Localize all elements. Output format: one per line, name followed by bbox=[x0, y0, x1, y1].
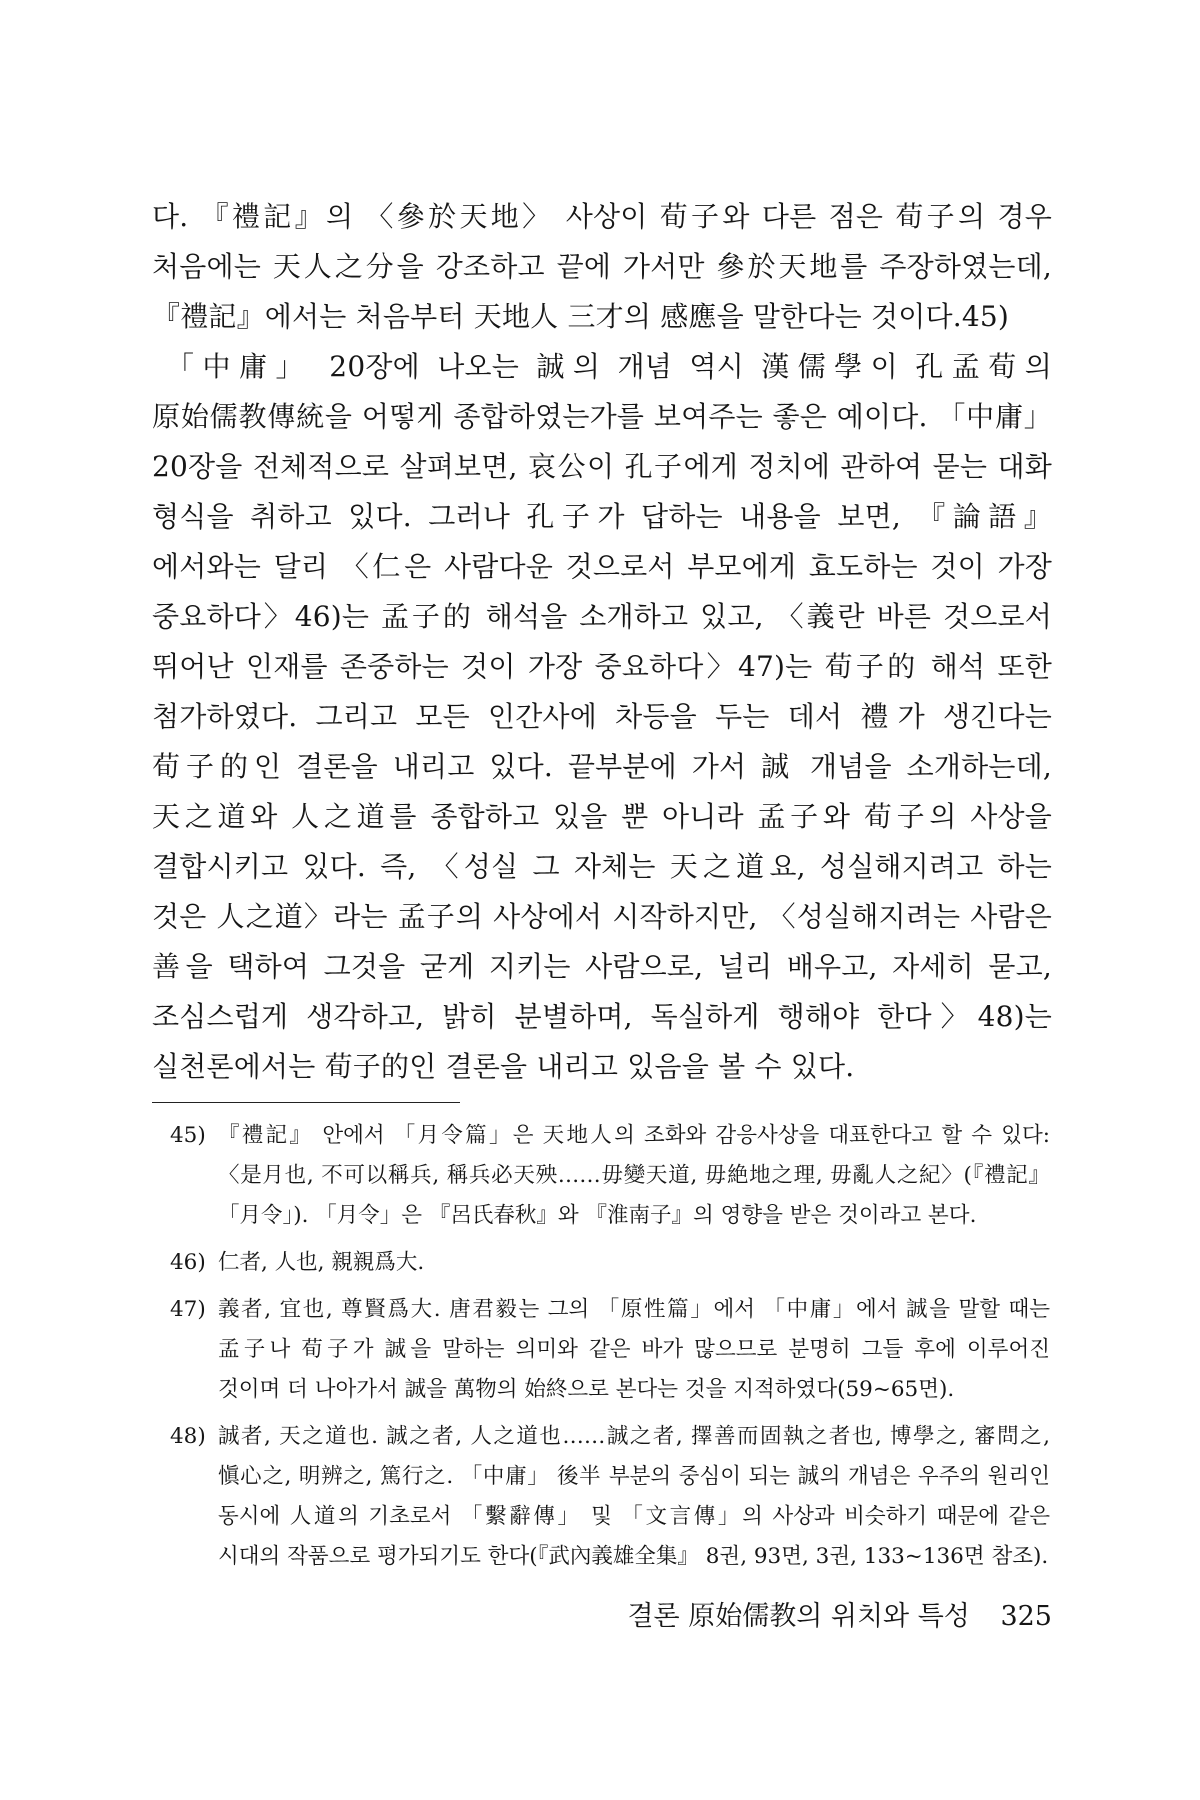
footnote-text: 義者, 宜也, 尊賢爲大. 唐君毅는 그의 「原性篇」에서 「中庸」에서 誠을 말할 때는 孟子나 荀子가 誠을 말하는 의미와 같은 바가 많으므로 분명히 그들 후에 이루어진 것이며 더 나아가서 誠을 萬物의 始終으로 본다는 것을 지적하였다(59~65면). bbox=[218, 1297, 1050, 1402]
body-paragraph-continuation: 다. 『禮記』의 〈參於天地〉 사상이 荀子와 다른 점은 荀子의 경우 처음에는 天人之分을 강조하고 끝에 가서만 參於天地를 주장하였는데, 『禮記』에서는 처음부터 天地人 三才의 感應을 말한다는 것이다.45) bbox=[152, 200, 1052, 333]
footnote-text: 誠者, 天之道也. 誠之者, 人之道也……誠之者, 擇善而固執之者也, 博學之, 審問之, 愼心之, 明辨之, 篤行之. 「中庸」 後半 부분의 중심이 되는 誠의 개념은 우주의 원리인 동시에 人道의 기초로서 「繫辭傳」 및 「文言傳」의 사상과 비슷하기 때문에 같은 시대의 작품으로 평가되기도 한다(『武內義雄全集』 8권, 93면, 3권, 133~136면 참조). bbox=[218, 1424, 1050, 1569]
body-paragraph: 「中庸」 20장에 나오는 誠의 개념 역시 漢儒學이 孔孟荀의 原始儒教傳統을 어떻게 종합하였는가를 보여주는 좋은 예이다. 「中庸」 20장을 전체적으로 살펴보면, 哀公이 孔子에게 정치에 관하여 묻는 대화 형식을 취하고 있다. 그러나 孔子가 답하는 내용을 보면, 『論語』에서와는 달리 〈仁은 사람다운 것으로서 부모에게 효도하는 것이 가장 중요하다〉46)는 孟子的 해석을 소개하고 있고, 〈義란 바른 것으로서 뛰어난 인재를 존중하는 것이 가장 중요하다〉47)는 荀子的 해석 또한 첨가하였다. 그리고 모든 인간사에 차등을 두는 데서 禮가 생긴다는 荀子的인 결론을 내리고 있다. 끝부분에 가서 誠 개념을 소개하는데, 天之道와 人之道를 종합하고 있을 뿐 아니라 孟子와 荀子의 사상을 결합시키고 있다. 즉, 〈성실 그 자체는 天之道요, 성실해지려고 하는 것은 人之道〉라는 孟子의 사상에서 시작하지만, 〈성실해지려는 사람은 善을 택하여 그것을 굳게 지키는 사람으로, 널리 배우고, 자세히 묻고, 조심스럽게 생각하고, 밝히 분별하며, 독실하게 행해야 한다〉48)는 실천론에서는 荀子的인 결론을 내리고 있음을 볼 수 있다. bbox=[152, 350, 1052, 1083]
footnote-number: 47) bbox=[170, 1297, 206, 1322]
footnote-text: 仁者, 人也, 親親爲大. bbox=[218, 1250, 425, 1275]
footnote-text: 『禮記』 안에서 「月令篇」은 天地人의 조화와 감응사상을 대표한다고 할 수 있다: 〈是月也, 不可以稱兵, 稱兵必天殃……毋變天道, 毋絶地之理, 毋亂人之紀〉(『禮記』 「月令」). 「月令」은 『呂氏春秋』와 『淮南子』의 영향을 받은 것이라고 본다. bbox=[218, 1123, 1050, 1228]
footnote-divider bbox=[152, 1102, 460, 1103]
footnote-number: 45) bbox=[170, 1123, 206, 1148]
page-number: 325 bbox=[1000, 1601, 1052, 1632]
main-text bbox=[152, 192, 1052, 1092]
page-footer bbox=[627, 1594, 1052, 1633]
footnote-48 bbox=[170, 1417, 1050, 1577]
footnote-45 bbox=[170, 1116, 1050, 1236]
footnote-47 bbox=[170, 1290, 1050, 1410]
footnote-number: 46) bbox=[170, 1250, 206, 1275]
footnote-number: 48) bbox=[170, 1424, 206, 1449]
running-title: 결론 原始儒教의 위치와 특성 bbox=[627, 1601, 970, 1632]
footnotes bbox=[170, 1116, 1050, 1584]
footnote-46 bbox=[170, 1243, 1050, 1283]
